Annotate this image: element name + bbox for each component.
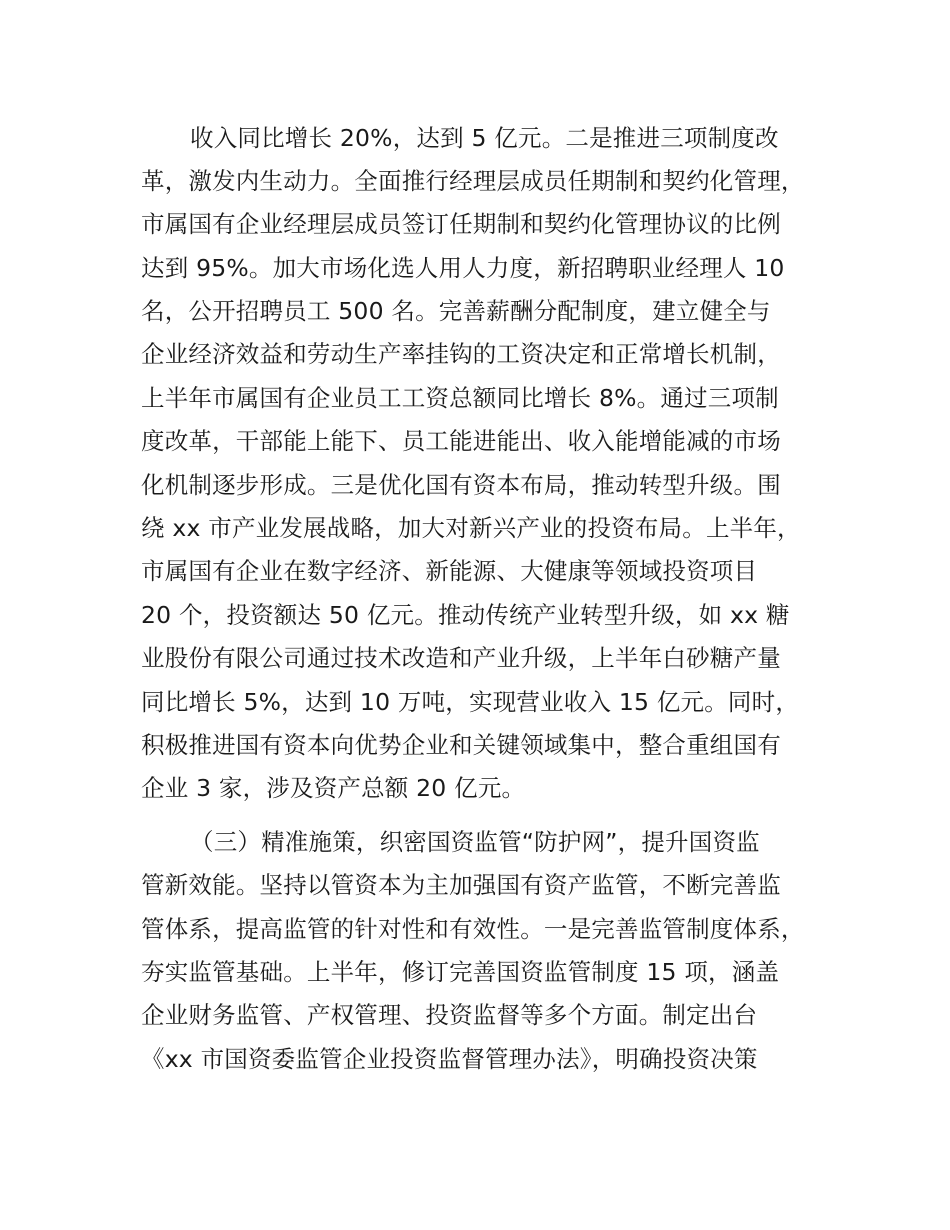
paragraph-1-line-3: 市属国有企业经理层成员签订任期制和契约化管理协议的比例 — [141, 210, 781, 238]
paragraph-1-line-9: 化机制逐步形成。三是优化国有资本布局，推动转型升级。围 — [141, 471, 781, 499]
paragraph-1-line-16: 企业 3 家，涉及资产总额 20 亿元。 — [141, 774, 526, 802]
paragraph-1-line-13: 业股份有限公司通过技术改造和产业升级，上半年白砂糖产量 — [141, 644, 781, 672]
paragraph-2-line-1: （三）精准施策，织密国资监管“防护网”，提升国资监 — [190, 828, 760, 856]
paragraph-1-line-2: 革，激发内生动力。全面推行经理层成员任期制和契约化管理， — [141, 167, 805, 195]
paragraph-1-line-10: 绕 xx 市产业发展战略，加大对新兴产业的投资布局。上半年， — [141, 514, 801, 542]
paragraph-2-line-4: 夯实监管基础。上半年，修订完善国资监管制度 15 项，涵盖 — [141, 958, 780, 986]
paragraph-1-line-7: 上半年市属国有企业员工工资总额同比增长 8%。通过三项制 — [141, 384, 779, 412]
paragraph-1-line-1: 收入同比增长 20%，达到 5 亿元。二是推进三项制度改 — [190, 124, 779, 152]
paragraph-1-line-15: 积极推进国有资本向优势企业和关键领域集中，整合重组国有 — [141, 731, 781, 759]
paragraph-1-line-6: 企业经济效益和劳动生产率挂钩的工资决定和正常增长机制， — [141, 340, 781, 368]
paragraph-1-line-12: 20 个，投资额达 50 亿元。推动传统产业转型升级，如 xx 糖 — [141, 601, 790, 629]
paragraph-2-line-6: 《xx 市国资委监管企业投资监督管理办法》，明确投资决策 — [141, 1045, 758, 1073]
paragraph-1-line-14: 同比增长 5%，达到 10 万吨，实现营业收入 15 亿元。同时， — [141, 688, 800, 716]
paragraph-2-line-2: 管新效能。坚持以管资本为主加强国有资产监管，不断完善监 — [141, 871, 781, 899]
paragraph-2-line-5: 企业财务监管、产权管理、投资监督等多个方面。制定出台 — [141, 1001, 758, 1029]
paragraph-1-line-8: 度改革，干部能上能下、员工能进能出、收入能增能减的市场 — [141, 427, 781, 455]
paragraph-2-line-3: 管体系，提高监管的针对性和有效性。一是完善监管制度体系， — [141, 915, 805, 943]
paragraph-1-line-11: 市属国有企业在数字经济、新能源、大健康等领域投资项目 — [141, 557, 758, 585]
paragraph-1-line-4: 达到 95%。加大市场化选人用人力度，新招聘职业经理人 10 — [141, 254, 785, 282]
paragraph-1-line-5: 名，公开招聘员工 500 名。完善薪酬分配制度，建立健全与 — [141, 297, 771, 325]
